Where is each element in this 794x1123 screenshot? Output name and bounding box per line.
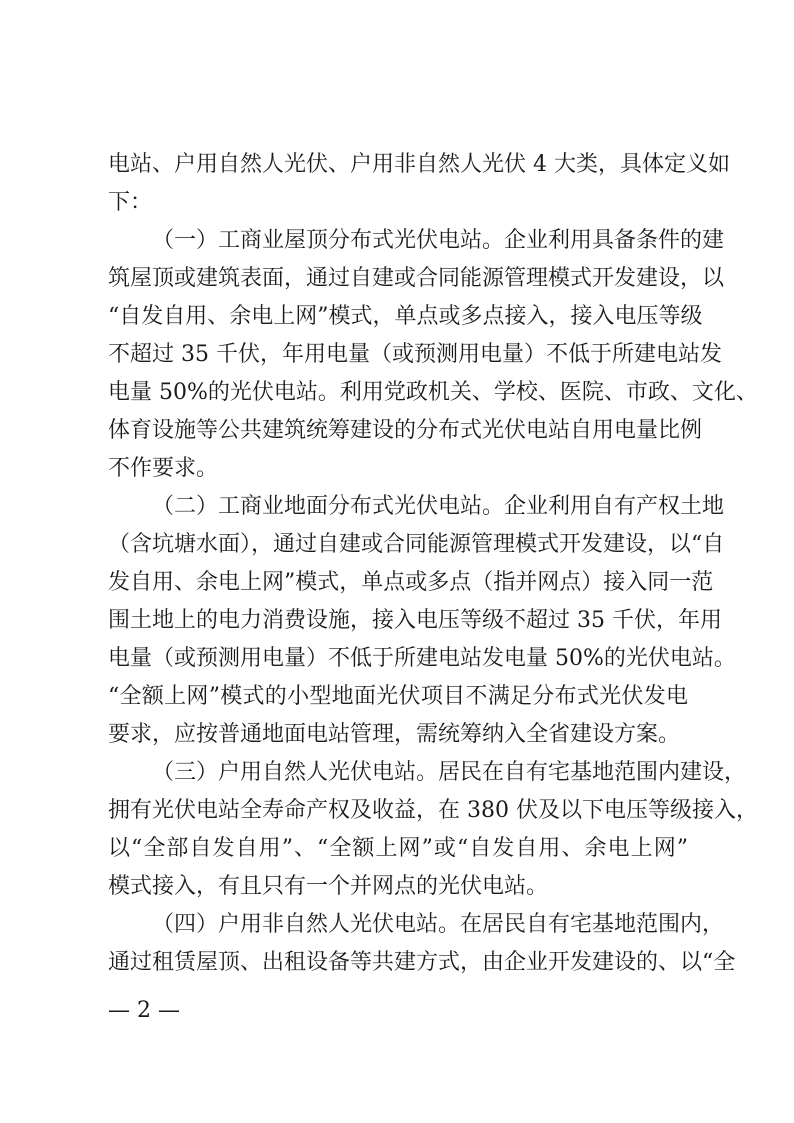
text-line: 围土地上的电力消费设施，接入电压等级不超过 35 千伏，年用 xyxy=(108,608,722,633)
text-line: 通过租赁屋顶、出租设备等共建方式，由企业开发建设的、以“全 xyxy=(108,950,736,975)
text-line: 不超过 35 千伏，年用电量（或预测用电量）不低于所建电站发 xyxy=(108,342,722,367)
text-line: （含坑塘水面），通过自建或合同能源管理模式开发建设，以“自 xyxy=(108,532,725,557)
text-line: 筑屋顶或建筑表面，通过自建或合同能源管理模式开发建设，以 xyxy=(108,266,725,291)
text-line: 下： xyxy=(108,190,153,215)
text-line: “全额上网”模式的小型地面光伏项目不满足分布式光伏发电 xyxy=(108,684,688,709)
text-line: 电站、户用自然人光伏、户用非自然人光伏 4 大类，具体定义如 xyxy=(108,152,730,177)
paragraph-2-first-line: （二）工商业地面分布式光伏电站。企业利用自有产权土地 xyxy=(152,494,725,519)
text-line: 电量（或预测用电量）不低于所建电站发电量 50%的光伏电站。 xyxy=(108,646,736,671)
text-line: “自发自用、余电上网”模式，单点或多点接入，接入电压等级 xyxy=(108,304,703,329)
paragraph-4-first-line: （四）户用非自然人光伏电站。在居民自有宅基地范围内， xyxy=(152,912,725,937)
text-line: 电量 50%的光伏电站。利用党政机关、学校、医院、市政、文化、 xyxy=(108,380,758,405)
text-line: 要求，应按普通地面电站管理，需统筹纳入全省建设方案。 xyxy=(108,722,681,747)
text-line: 以“全部自发自用”、“全额上网”或“自发自用、余电上网” xyxy=(108,836,688,861)
text-line: 体育设施等公共建筑统筹建设的分布式光伏电站自用电量比例 xyxy=(108,418,703,443)
text-line: 不作要求。 xyxy=(108,456,219,481)
page-number: — 2 — xyxy=(108,998,180,1023)
paragraph-3-first-line: （三）户用自然人光伏电站。居民在自有宅基地范围内建设， xyxy=(152,760,747,785)
text-line: 发自用、余电上网”模式，单点或多点（指并网点）接入同一范 xyxy=(108,570,714,595)
text-line: 模式接入，有且只有一个并网点的光伏电站。 xyxy=(108,874,549,899)
paragraph-1-first-line: （一）工商业屋顶分布式光伏电站。企业利用具备条件的建 xyxy=(152,228,725,253)
text-line: 拥有光伏电站全寿命产权及收益，在 380 伏及以下电压等级接入， xyxy=(108,798,758,823)
